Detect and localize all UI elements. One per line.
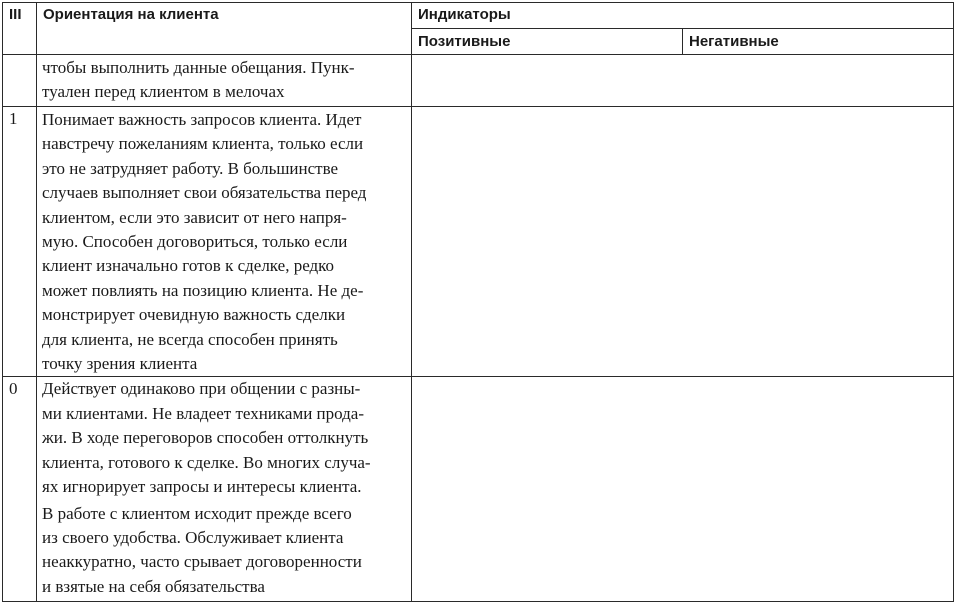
text-line: точку зрения клиента: [42, 354, 198, 374]
indicators-cell: [412, 107, 954, 377]
text-line: навстречу пожеланиям клиента, только если: [42, 134, 364, 154]
description-cell: [37, 377, 412, 602]
text-line: и взятые на себя обязательства: [42, 576, 265, 596]
text-line: может повлиять на позицию клиента. Не де-: [42, 280, 364, 300]
indicators-cell: [412, 377, 954, 602]
competency-table: [2, 2, 954, 602]
level-cell: 0: [3, 377, 37, 602]
indicators-cell: [412, 55, 954, 107]
negative-indicators-header: Негативные: [683, 29, 954, 55]
text-line: ях игнорирует запросы и интересы клиента.: [42, 477, 362, 497]
text-line: В работе с клиентом исходит прежде всего: [42, 503, 352, 523]
text-line: монстрирует очевидную важность сделки: [42, 305, 346, 325]
text-line: из своего удобства. Обслуживает клиента: [42, 527, 344, 547]
table-row: [3, 55, 954, 107]
text-line: чтобы выполнить данные обещания. Пунк-: [42, 58, 355, 77]
level-column-header: III: [3, 3, 37, 55]
positive-indicators-header: Позитивные: [412, 29, 683, 55]
text-line: клиент изначально готов к сделке, редко: [42, 256, 335, 276]
text-line: это не затрудняет работу. В большинстве: [42, 158, 339, 178]
level-cell: 1: [3, 107, 37, 377]
text-line: Действует одинаково при общении с разны-: [42, 379, 361, 399]
text-line: для клиента, не всегда способен принять: [42, 329, 338, 349]
text-line: случаев выполняет свои обязательства перед: [42, 183, 367, 203]
text-line: туален перед клиентом в мелочах: [42, 82, 285, 102]
description-cell: [37, 107, 412, 377]
table-row: [3, 107, 954, 377]
text-line: жи. В ходе переговоров способен оттолкнуть: [42, 428, 369, 448]
indicators-header: Индикаторы: [412, 3, 954, 29]
description-cell: [37, 55, 412, 107]
text-line: клиента, готового к сделке. Во многих случа-: [42, 452, 371, 472]
text-line: неаккуратно, часто срывает договоренности: [42, 552, 362, 572]
text-line: мую. Способен договориться, только если: [42, 232, 348, 252]
text-line: клиентом, если это зависит от него напря-: [42, 207, 347, 227]
criterion-column-header: Ориентация на клиента: [37, 3, 412, 55]
level-cell: [3, 55, 37, 107]
text-line: Понимает важность запросов клиента. Идет: [42, 110, 362, 129]
table-row: [3, 377, 954, 602]
text-line: ми клиентами. Не владеет техниками прода-: [42, 403, 365, 423]
